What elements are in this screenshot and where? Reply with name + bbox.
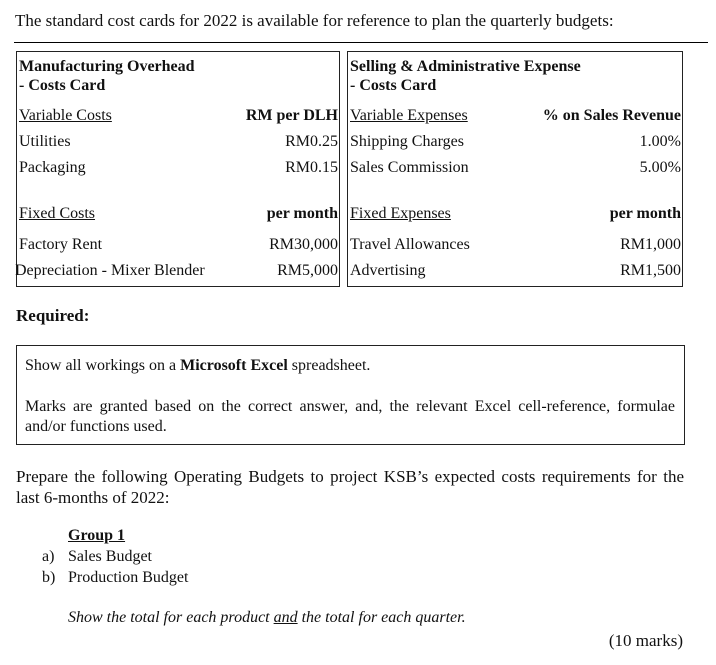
prepare-paragraph: Prepare the following Operating Budgets to project KSB’s expected costs requirements for the last 6-months of 2022:: [16, 467, 684, 507]
sa-variable-row-label: Sales Commission: [350, 159, 469, 176]
mfg-fixed-row-label: Depreciation - Mixer Blender: [15, 262, 205, 279]
marks-label: (10 marks): [608, 631, 683, 650]
mfg-fixed-unit: per month: [266, 205, 338, 222]
required-heading: Required:: [16, 306, 90, 325]
mfg-variable-row-label: Packaging: [19, 159, 86, 176]
mfg-variable-unit: RM per DLH: [245, 107, 338, 124]
mfg-variable-row-value: RM0.25: [285, 133, 338, 150]
sa-variable-row-label: Shipping Charges: [350, 133, 464, 150]
note-underlined: and: [273, 609, 298, 626]
group-item-marker: a): [42, 548, 55, 565]
mfg-variable-header: Variable Costs: [19, 107, 112, 124]
mfg-variable-row-value: RM0.15: [285, 159, 338, 176]
divider-line: [14, 42, 708, 43]
mfg-fixed-header: Fixed Costs: [19, 205, 96, 222]
mfg-fixed-row-value: RM5,000: [277, 262, 338, 279]
sa-card-title-line2: - Costs Card: [350, 77, 437, 94]
group-item-production-budget: Production Budget: [68, 569, 189, 586]
group-item-marker: b): [42, 569, 56, 586]
instruction-box: [16, 345, 685, 445]
sa-fixed-header: Fixed Expenses: [350, 205, 451, 222]
sa-card-title-line1: Selling & Administrative Expense: [350, 58, 581, 75]
sa-variable-unit: % on Sales Revenue: [542, 107, 681, 124]
sa-variable-header: Variable Expenses: [350, 107, 468, 124]
instruction-line2: Marks are granted based on the correct answer, and, the relevant Excel cell-reference, formulae and/or functions used.: [25, 398, 675, 435]
sa-variable-row-value: 5.00%: [639, 159, 681, 176]
sa-fixed-row-value: RM1,000: [620, 236, 681, 253]
instruction-line1-post: spreadsheet.: [287, 357, 371, 374]
group-title: Group 1: [68, 527, 126, 544]
group-item-sales-budget: Sales Budget: [68, 548, 152, 565]
mfg-card-title-line2: - Costs Card: [19, 77, 106, 94]
manufacturing-overhead-card: [16, 51, 340, 287]
sa-fixed-row-label: Travel Allowances: [350, 236, 470, 253]
sa-fixed-unit: per month: [609, 205, 681, 222]
selling-admin-expense-card: [347, 51, 683, 287]
note-post: the total for each quarter.: [297, 609, 466, 626]
sa-fixed-row-label: Advertising: [350, 262, 426, 279]
note-pre: Show the total for each product: [68, 609, 274, 626]
sa-variable-row-value: 1.00%: [639, 133, 681, 150]
instruction-line1-bold: Microsoft Excel: [180, 357, 288, 374]
mfg-fixed-row-label: Factory Rent: [19, 236, 103, 253]
instruction-line1: [25, 357, 370, 375]
mfg-card-title-line1: Manufacturing Overhead: [19, 58, 195, 75]
note-text: [68, 609, 466, 627]
sa-fixed-row-value: RM1,500: [620, 262, 681, 279]
instruction-line1-pre: Show all workings on a: [25, 357, 181, 374]
mfg-variable-row-label: Utilities: [19, 133, 71, 150]
intro-text: The standard cost cards for 2022 is available for reference to plan the quarterly budgets:: [15, 11, 614, 30]
mfg-fixed-row-value: RM30,000: [269, 236, 338, 253]
